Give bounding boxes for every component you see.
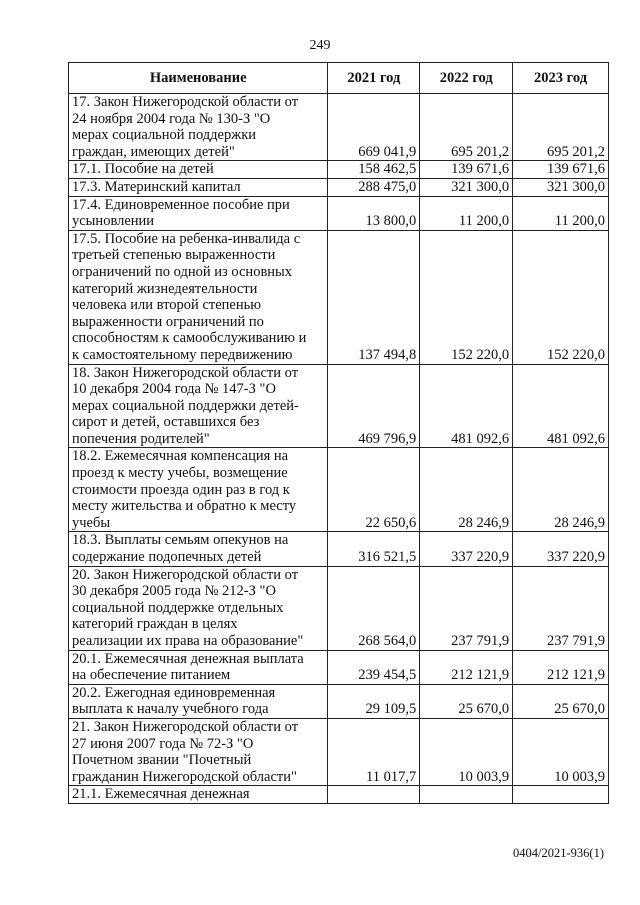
value-2021: 29 109,5 xyxy=(328,684,420,718)
value-2021: 158 462,5 xyxy=(328,161,420,179)
value-2022: 321 300,0 xyxy=(420,178,513,196)
value-2021 xyxy=(328,786,420,804)
table-row xyxy=(69,650,609,684)
value-2021: 13 800,0 xyxy=(328,196,420,230)
value-2022: 337 220,9 xyxy=(420,532,513,566)
row-name: 18.3. Выплаты семьям опекунов на содержание подопечных детей xyxy=(69,532,328,566)
document-code: 0404/2021-936(1) xyxy=(513,846,604,860)
value-2021: 11 017,7 xyxy=(328,718,420,785)
row-name: 20.1. Ежемесячная денежная выплата на обеспечение питанием xyxy=(69,650,328,684)
value-2023: 11 200,0 xyxy=(513,196,609,230)
value-2022: 152 220,0 xyxy=(420,230,513,364)
row-name: 17.3. Материнский капитал xyxy=(69,178,328,196)
value-2023: 10 003,9 xyxy=(513,718,609,785)
table-row xyxy=(69,786,609,804)
value-2023: 139 671,6 xyxy=(513,161,609,179)
value-2022: 237 791,9 xyxy=(420,566,513,650)
row-name: 21.1. Ежемесячная денежная xyxy=(69,786,328,804)
value-2021: 288 475,0 xyxy=(328,178,420,196)
table-row xyxy=(69,178,609,196)
value-2022: 212 121,9 xyxy=(420,650,513,684)
row-name: 21. Закон Нижегородской области от 27 июня 2007 года № 72-З "О Почетном звании "Почетный гражданин Нижегородской области" xyxy=(69,718,328,785)
value-2023: 212 121,9 xyxy=(513,650,609,684)
table-row xyxy=(69,684,609,718)
value-2022: 25 670,0 xyxy=(420,684,513,718)
value-2023: 321 300,0 xyxy=(513,178,609,196)
row-name: 17. Закон Нижегородской области от 24 ноября 2004 года № 130-З "О мерах социальной поддержки граждан, имеющих детей" xyxy=(69,94,328,161)
row-name: 17.4. Единовременное пособие при усыновлении xyxy=(69,196,328,230)
table-header-row xyxy=(69,63,609,94)
page-number: 249 xyxy=(309,38,331,53)
value-2022: 695 201,2 xyxy=(420,94,513,161)
table-row xyxy=(69,230,609,364)
header-2022: 2022 год xyxy=(420,63,513,94)
value-2021: 137 494,8 xyxy=(328,230,420,364)
value-2021: 22 650,6 xyxy=(328,448,420,532)
table-row xyxy=(69,364,609,448)
value-2022: 28 246,9 xyxy=(420,448,513,532)
table-row xyxy=(69,94,609,161)
value-2021: 669 041,9 xyxy=(328,94,420,161)
header-2021: 2021 год xyxy=(328,63,420,94)
value-2023: 25 670,0 xyxy=(513,684,609,718)
table-row xyxy=(69,532,609,566)
value-2023: 695 201,2 xyxy=(513,94,609,161)
value-2021: 469 796,9 xyxy=(328,364,420,448)
value-2021: 316 521,5 xyxy=(328,532,420,566)
value-2023: 28 246,9 xyxy=(513,448,609,532)
row-name: 17.5. Пособие на ребенка-инвалида с третьей степенью выраженности ограничений по одной из основных категорий жизнедеятельности человека или второй степенью выраженности ограничений по способностям к самообслуживанию и к самостоятельному передвижению xyxy=(69,230,328,364)
row-name: 17.1. Пособие на детей xyxy=(69,161,328,179)
row-name: 20.2. Ежегодная единовременная выплата к началу учебного года xyxy=(69,684,328,718)
header-2023: 2023 год xyxy=(513,63,609,94)
value-2023: 237 791,9 xyxy=(513,566,609,650)
value-2022: 139 671,6 xyxy=(420,161,513,179)
table-row xyxy=(69,566,609,650)
value-2021: 239 454,5 xyxy=(328,650,420,684)
table-row xyxy=(69,718,609,785)
header-name: Наименование xyxy=(69,63,328,94)
value-2022: 11 200,0 xyxy=(420,196,513,230)
value-2022: 481 092,6 xyxy=(420,364,513,448)
value-2023: 152 220,0 xyxy=(513,230,609,364)
value-2022 xyxy=(420,786,513,804)
row-name: 18.2. Ежемесячная компенсация на проезд к месту учебы, возмещение стоимости проезда один раз в год к месту жительства и обратно к месту учебы xyxy=(69,448,328,532)
value-2023 xyxy=(513,786,609,804)
budget-table xyxy=(68,62,609,804)
value-2022: 10 003,9 xyxy=(420,718,513,785)
table-row xyxy=(69,161,609,179)
value-2021: 268 564,0 xyxy=(328,566,420,650)
row-name: 18. Закон Нижегородской области от 10 декабря 2004 года № 147-З "О мерах социальной поддержки детей- сирот и детей, оставшихся без попечения родителей" xyxy=(69,364,328,448)
table-row xyxy=(69,196,609,230)
row-name: 20. Закон Нижегородской области от 30 декабря 2005 года № 212-З "О социальной поддержке отдельных категорий граждан в целях реализации их права на образование" xyxy=(69,566,328,650)
value-2023: 481 092,6 xyxy=(513,364,609,448)
table-row xyxy=(69,448,609,532)
value-2023: 337 220,9 xyxy=(513,532,609,566)
